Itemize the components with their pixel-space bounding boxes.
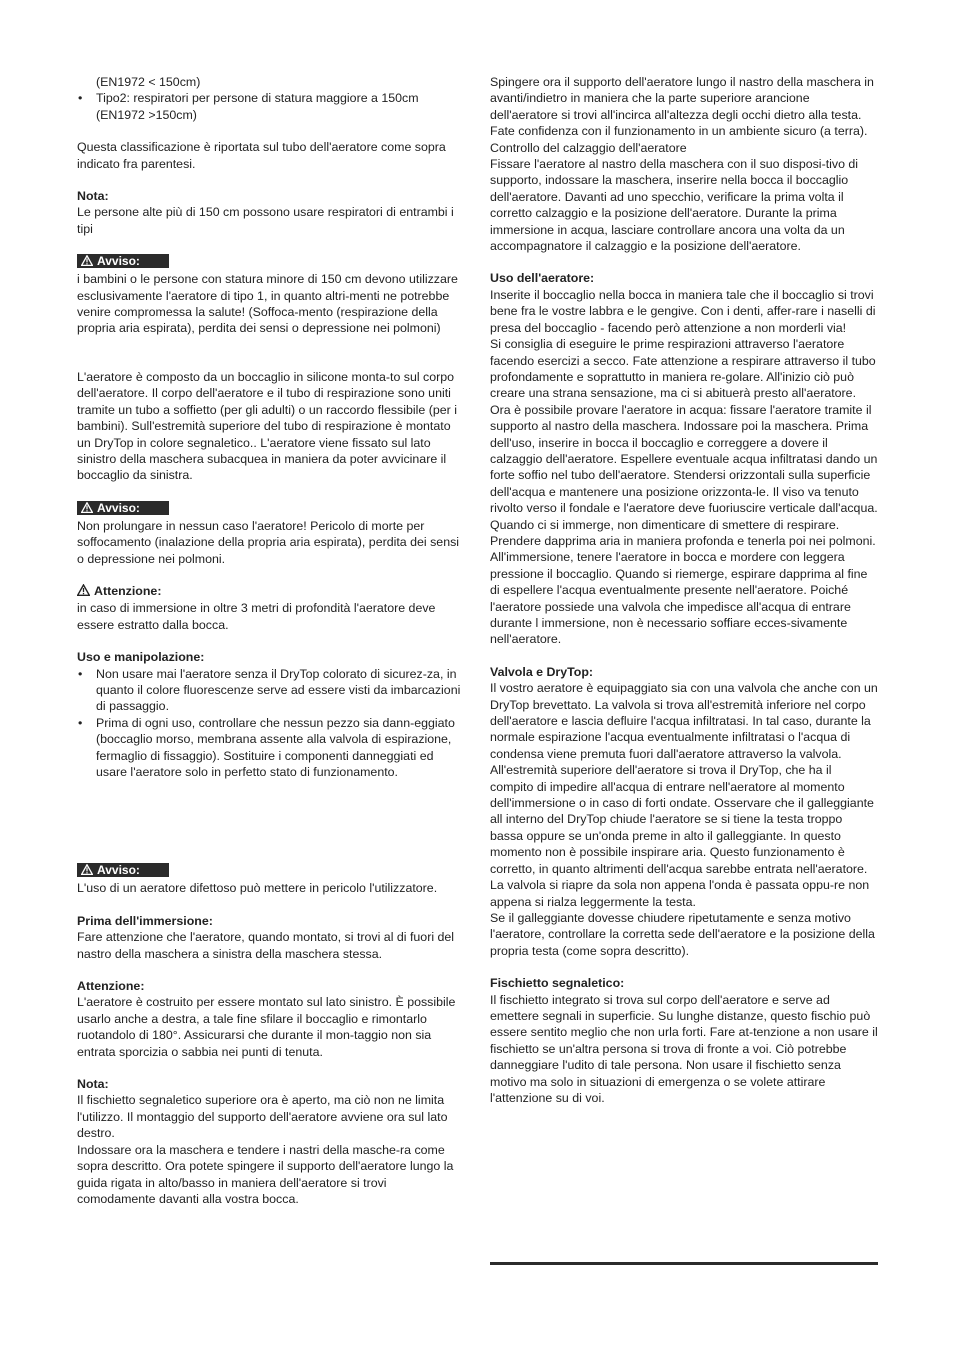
avviso-badge <box>77 254 169 268</box>
warning-triangle-icon <box>81 502 93 516</box>
fissare-paragraph: Fissare l'aeratore al nastro della maschera con il suo disposi-tivo di supporto, indossare la maschera, inserire nella bocca il boccaglio dell'aeratore. Davanti ad uno specchio, verificare la prima volta il corretto calzaggio e la posizione dell'aeratore. Durante la prima immersione in acqua, lasciare controllare ancora una volta da un accompagnatore il calzaggio e la posizione dell'aeratore. <box>490 157 859 254</box>
fate-paragraph: Fate confidenza con il funzionamento in un ambiente sicuro (a terra). Controllo del calzaggio dell'aeratore <box>490 124 868 155</box>
left-column <box>77 74 465 1207</box>
classification-paragraph: Questa classificazione è riportata sul tubo dell'aeratore come sopra indicato fra parentesi. <box>77 140 446 171</box>
tipo-list <box>77 90 465 123</box>
nota-text-continued: Indossare ora la maschera e tendere i nastri della masche-ra come sopra descritto. Ora potete spingere il supporto dell'aeratore lungo la guida rigata in alto/basso in maniera dell'aeratore si trovi comodamente davanti alla vostra bocca. <box>77 1142 454 1206</box>
attenzione-heading: Attenzione: <box>77 583 465 600</box>
fischietto-text: Il fischietto integrato si trova sul corpo dell'aeratore e serve ad emettere segnali in superficie. Su lunghe distanze, questo fischio può essere sentito meglio che non urla forti. Fare at-tenzione a non usare il fischietto se un'altra persona si trova di fronte a voi. Ciò potrebbe danneggiare l'udito di tale persona. Non usare il fischietto senza motivo ma solo in situazioni di emergenza o se volete attirare l'attenzione su di voi. <box>490 992 878 1105</box>
avviso-label: Avviso: <box>97 254 140 269</box>
list-item: • Non usare mai l'aeratore senza il DryTop colorato di sicurez-za, in quanto il colore fluorescenze serve ad essere visti da imbarcazioni di passaggio. <box>77 666 465 715</box>
avviso-label: Avviso: <box>97 500 140 515</box>
avviso-badge <box>77 501 169 515</box>
prima-text: Fare attenzione che l'aeratore, quando montato, si trovi al di fuori del nastro della maschera a sinistra della maschera stessa. <box>77 930 455 961</box>
uso-text: Inserite il boccaglio nella bocca in maniera tale che il boccaglio si trovi bene fra le vostre labbra e le gengive. Con i denti, affer-rare i naselli di presa del boccaglio - facendo però attenzione a non morderli via! <box>490 287 876 335</box>
avviso-text: L'uso di un aeratore difettoso può mettere in pericolo l'utilizzatore. <box>77 881 438 896</box>
warning-triangle-icon <box>77 584 90 600</box>
right-column <box>490 74 878 1106</box>
prima-heading: Prima dell'immersione: <box>77 913 213 928</box>
warning-triangle-icon <box>81 255 93 269</box>
uso-list <box>77 666 465 781</box>
uso-aeratore-heading: Uso dell'aeratore: <box>490 271 595 286</box>
valvola-text: La valvola si riapre da sola non appena l'onda è passata oppu-re non appena si rialza leggermente la testa. <box>490 878 870 909</box>
valvola-heading: Valvola e DryTop: <box>490 664 594 679</box>
nota-text: Il fischietto segnaletico superiore ora è aperto, ma ciò non ne limita l'utilizzo. Il montaggio del supporto dell'aeratore avviene ora sul lato destro. <box>77 1093 448 1141</box>
fischietto-heading: Fischietto segnaletico: <box>490 976 625 991</box>
valvola-text: Se il galleggiante dovesse chiudere ripetutamente e senza motivo l'aeratore, controllare la corretta sede dell'aeratore e la posizione della propria testa (come sopra descritto). <box>490 910 875 958</box>
avviso-text: i bambini o le persone con statura minore di 150 cm devono utilizzare esclusivamente l'aeratore di tipo 1, in quanto altri-menti ne potrebbe venire compromessa la salute! (Soffoca-mento (respirazione della propria aria espirata), perdita dei sensi o depressione nei polmoni) <box>77 272 458 336</box>
uso-text-continued: Si consiglia di eseguire le prime respirazioni attraverso l'aeratore facendo esercizi a secco. Fate attenzione a respirare attraverso il tubo profondamente e soprattutto in maniera re-golare. All'inizio ciò può creare una strana sensazione, ma ci si abituerà presto all'aeratore. Ora è possibile provare l'aeratore in acqua: fissare l'aeratore tramite il supporto al nastro della maschera. Indossare poi la maschera. Prima dell'uso, inserire in bocca il boccaglio e correggere a dovere il calzaggio dell'aeratore. Espellere eventuale acqua infiltratasi dando un forte soffio nel tubo dell'aeratore. Stendersi orizzontali sulla superficie dell'acqua e mantenere una posizione orizzonta-le. Il viso va tenuto rivolto verso il fondale e l'aeratore deve fuoriuscire verticale dall'acqua. Quando ci si immerge, non dimenticare di smettere di respirare. Prendere dapprima aria in maniera profonda e tenerla poi nei polmoni. All'immersione, tenere l'aeratore in bocca e mordere con leggera pressione il boccaglio. Quando si riemerge, espirare dapprima al fine di espellere l'acqua eventualmente presente nell'aeratore. Poiché l'aeratore possiede una valvola che impedisce all'acqua di entrare durante l immersione, non è necessario soffiare ecces-sivamente nell'aeratore. <box>490 337 878 647</box>
avviso-label: Avviso: <box>97 863 140 878</box>
warning-triangle-icon <box>81 864 93 878</box>
attenzione-heading: Attenzione: <box>77 979 145 994</box>
nota-text: Le persone alte più di 150 cm possono usare respiratori di entrambi i tipi <box>77 205 454 236</box>
nota-heading: Nota: <box>77 189 109 204</box>
valvola-text: Il vostro aeratore è equipaggiato sia con una valvola che anche con un DryTop brevettato. La valvola si trova all'estremità inferiore nel corpo dell'aeratore e lascia defluire l'acqua infiltratasi. In tal caso, durante la normale espirazione l'acqua eventualmente infiltratasi o l'acqua di condensa viene premuta fuori dall'aeratore attraverso la valvola. <box>490 681 878 761</box>
list-item: • Prima di ogni uso, controllare che nessun pezzo sia dann-eggiato (boccaglio morso, membrana assente alla valvola di espirazione, fermaglio di fissaggio). Sostituire i componenti danneggiati ed usare l'aeratore solo in perfetto stato di funzionamento. <box>77 715 465 781</box>
spingere-paragraph: Spingere ora il supporto dell'aeratore lungo il nastro della maschera in avanti/indietro in maniera che la parte superiore arancione dell'aeratore si trovi all'incirca all'altezza degli occhi dietro alla testa. <box>490 75 874 122</box>
attenzione-text: L'aeratore è costruito per essere montato sul lato sinistro. È possibile usarlo anche a destra, a tale fine sfilare il boccaglio e rimontarlo ruotandolo di 180°. Assicurarsi che durante il mon-taggio non sia entrata sporcizia o sabbia nei punti di tenuta. <box>77 995 456 1059</box>
nota-heading: Nota: <box>77 1077 109 1092</box>
avviso-badge <box>77 863 169 877</box>
tipo1-continuation: (EN1972 < 150cm) <box>96 75 201 89</box>
uso-heading: Uso e manipolazione: <box>77 650 205 665</box>
list-item: • Tipo2: respiratori per persone di statura maggiore a 150cm (EN1972 >150cm) <box>77 90 465 123</box>
footer-divider <box>490 1262 878 1265</box>
valvola-text: All'estremità superiore dell'aeratore si trova il DryTop, che ha il compito di impedire all'acqua di entrare nell'aeratore al momento dell'immersione o in caso di forti ondate. Osservare che il galleggiante all interno del DryTop chiude l'aeratore se si tiene la testa troppo bassa oppure se un'onda preme in alto il galleggiante. In questo momento non è possibile inspirare aria. Questo funzionamento è corretto, in quanto altrimenti dell'acqua sarebbe entrata nell'aeratore. <box>490 763 874 876</box>
avviso-text: Non prolungare in nessun caso l'aeratore! Pericolo di morte per soffocamento (inalazione della propria aria espirata), perdita dei sensi o depressione nei polmoni. <box>77 518 460 566</box>
composition-paragraph: L'aeratore è composto da un boccaglio in silicone monta-to sul corpo dell'aeratore. Il corpo dell'aeratore e il tubo di respirazione sono uniti tramite un tubo a soffietto (per gli adulti) o un raccordo flessibile (per i bambini). Sull'estremità superiore del tubo di respirazione è montato un DryTop in colore segnaletico.. L'aeratore viene fissato sul lato sinistro della maschera subacquea in maniera da poter avvicinare il boccaglio da sinistra. <box>77 369 457 483</box>
attenzione-text: in caso di immersione in oltre 3 metri di profondità l'aeratore deve essere estratto dalla bocca. <box>77 601 436 632</box>
